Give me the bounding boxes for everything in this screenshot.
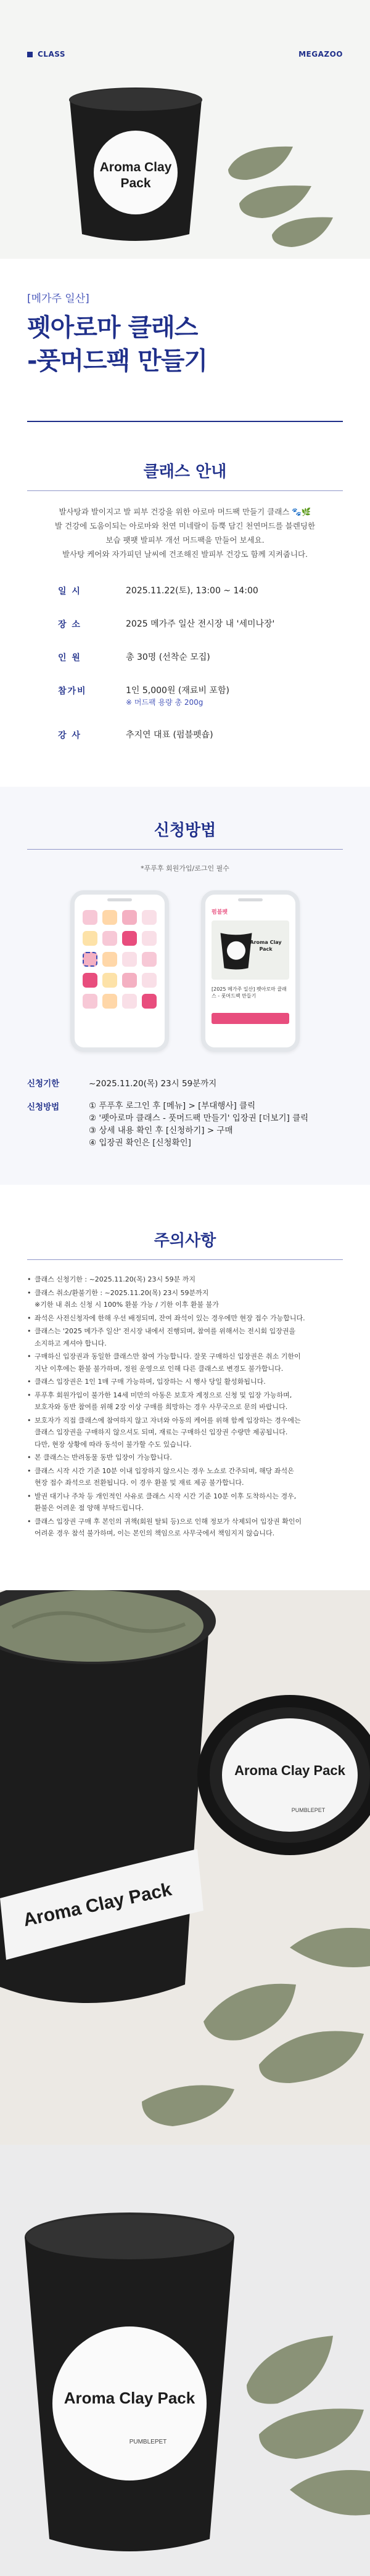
product-caption: [2025 메가주 일산] 펫아로마 클래스 - 풋머드팩 만들기 bbox=[212, 986, 287, 999]
phone-brand: 펌블펫 bbox=[212, 909, 228, 916]
notice-list bbox=[27, 1274, 343, 1540]
apply-steps bbox=[89, 1100, 308, 1149]
brand-label: MEGAZOO bbox=[298, 50, 343, 59]
info-value: 총 30명 (선착순 모집) bbox=[126, 652, 210, 662]
top-bar bbox=[27, 48, 343, 60]
menu-icon bbox=[142, 910, 157, 925]
info-row-place bbox=[58, 618, 343, 630]
more-button[interactable] bbox=[212, 1013, 289, 1024]
svg-text:Pack: Pack bbox=[120, 176, 151, 190]
section-rule bbox=[27, 490, 343, 491]
phone-notch bbox=[107, 898, 132, 901]
apply-step: ② '펫아로마 클래스 - 풋머드팩 만들기' 입장권 [더보기] 클릭 bbox=[89, 1113, 309, 1123]
notice-item: • 클래스 입장권은 1인 1매 구매 가능하며, 입장하는 시 행사 당일 활성화됩니다. bbox=[27, 1376, 343, 1388]
info-row-date bbox=[58, 585, 343, 597]
product-name: Aroma Clay Pack bbox=[250, 940, 282, 952]
menu-icon bbox=[122, 952, 137, 967]
apply-step: ④ 입장권 확인은 [신청확인] bbox=[89, 1138, 191, 1148]
product-thumbnail bbox=[212, 920, 289, 980]
info-row-fee bbox=[58, 685, 343, 708]
intro-line: 보습 팻팻 발피부 개선 머드팩을 만들어 보세요. bbox=[105, 535, 265, 545]
product-photo-closed-jar bbox=[0, 2145, 370, 2576]
apply-period-value: ~2025.11.20(목) 23시 59분까지 bbox=[89, 1079, 217, 1089]
apply-heading: 신청방법 bbox=[154, 821, 216, 840]
apply-step: ③ 상세 내용 확인 후 [신청하기] > 구매 bbox=[89, 1126, 233, 1136]
apply-method-label: 신청방법 bbox=[27, 1102, 60, 1112]
phone-screenshots bbox=[27, 890, 343, 1052]
svg-text:Aroma Clay: Aroma Clay bbox=[99, 160, 172, 174]
menu-icon bbox=[122, 931, 137, 946]
menu-icon bbox=[142, 973, 157, 988]
apply-section bbox=[0, 787, 370, 1185]
info-label: 강 사 bbox=[58, 731, 81, 741]
notice-heading: 주의사항 bbox=[154, 1232, 216, 1250]
menu-icon bbox=[83, 910, 97, 925]
menu-icon bbox=[102, 931, 117, 946]
apply-method-row bbox=[27, 1100, 343, 1149]
notice-item: • 발권 대기나 주차 등 개인적인 사유로 클래스 시작 시간 기준 10분 이후 도착하시는 경우, 환불은 어려운 점 양해 부탁드립니다. bbox=[27, 1490, 343, 1514]
apply-period-row bbox=[27, 1076, 343, 1089]
info-label: 인 원 bbox=[58, 653, 81, 663]
notice-item: • 좌석은 사전신청자에 한해 우선 배정되며, 잔여 좌석이 있는 경우에만 현장 접수 가능합니다. bbox=[27, 1312, 343, 1325]
notice-item: • 클래스 취소/환불기한 : ~2025.11.20(목) 23시 59분까지 ※기한 내 취소 신청 시 100% 환불 가능 / 기한 이후 환불 불가 bbox=[27, 1287, 343, 1311]
class-intro bbox=[27, 505, 343, 561]
notice-item: • 클래스는 '2025 메가주 일산' 전시장 내에서 진행되며, 참여를 위해서는 전시회 입장권을 소지하고 계셔야 합니다. bbox=[27, 1325, 343, 1349]
menu-icon bbox=[122, 994, 137, 1009]
apply-details bbox=[27, 1076, 343, 1149]
info-sub-note: ※ 머드팩 용량 총 200g bbox=[126, 698, 204, 707]
class-info-heading: 클래스 안내 bbox=[143, 463, 227, 481]
intro-line: 발 건강에 도움이되는 아로마와 천연 미네랄이 듬뿍 담긴 천연머드를 블렌딩한 bbox=[54, 521, 316, 530]
menu-icon bbox=[142, 952, 157, 967]
clay-jar-image bbox=[65, 86, 207, 246]
notice-section bbox=[0, 1185, 370, 1590]
apply-period-label: 신청기한 bbox=[27, 1079, 60, 1089]
notice-item: • 본 클래스는 반려동물 동반 입장이 가능합니다. bbox=[27, 1452, 343, 1464]
phone-notch bbox=[238, 898, 263, 901]
info-value: 2025.11.22(토), 13:00 ~ 14:00 bbox=[126, 586, 258, 596]
section-rule bbox=[27, 849, 343, 850]
class-info-table bbox=[58, 585, 343, 741]
open-jar-photo bbox=[0, 1590, 370, 2145]
class-info-section bbox=[0, 422, 370, 787]
menu-icon bbox=[102, 973, 117, 988]
phone-ticket-screenshot bbox=[201, 890, 300, 1052]
notice-item: • 푸푸후 회원가입이 불가한 14세 미만의 아동은 보호자 계정으로 신청 및 입장 가능하며, 보호자와 동반 참여를 위해 2장 이상 구매를 희망하는 경우 사무국으로 문의 바랍니다. bbox=[27, 1389, 343, 1413]
info-value: 1인 5,000원 (재료비 포함) bbox=[126, 686, 229, 696]
intro-line: 발사탕과 발이지고 발 피부 건강을 위한 아로마 머드팩 만들기 클래스 🐾🌿 bbox=[59, 507, 311, 516]
jar-label-text: Aroma Clay Pack bbox=[21, 1879, 174, 1930]
notice-item: • 클래스 신청기한 : ~2025.11.20(목) 23시 59분 까지 bbox=[27, 1274, 343, 1286]
menu-icon bbox=[102, 952, 117, 967]
lid-label-text: Aroma Clay Pack bbox=[234, 1762, 345, 1778]
info-value: 2025 메가주 일산 전시장 내 '세미나장' bbox=[126, 619, 275, 629]
title-section bbox=[0, 259, 370, 396]
square-icon bbox=[27, 52, 33, 57]
menu-icon-grid bbox=[75, 906, 165, 1012]
lid-brand-text: PUMBLEPET bbox=[291, 1806, 326, 1813]
jar-brand-text: PUMBLEPET bbox=[129, 2438, 167, 2445]
menu-icon bbox=[83, 994, 97, 1009]
info-label: 장 소 bbox=[58, 620, 81, 630]
apply-step: ① 푸푸후 로그인 후 [메뉴] > [부대행사] 클릭 bbox=[89, 1101, 256, 1111]
class-tag bbox=[27, 50, 65, 59]
apply-note: *푸푸후 회원가입/로그인 필수 bbox=[141, 864, 229, 872]
class-label: CLASS bbox=[38, 50, 65, 59]
jar-label-text: Aroma Clay Pack bbox=[64, 2388, 195, 2407]
notice-item: • 클래스 입장권 구매 후 본인의 귀책(회원 탈퇴 등)으로 인해 정보가 삭제되어 입장권 확인이 어려운 경우 참석 불가하며, 이는 본인의 책임으로 사무국에서 책임지지 않습니다. bbox=[27, 1516, 343, 1540]
closed-jar-photo bbox=[0, 2145, 370, 2576]
notice-item: • 보호자가 직접 클래스에 참여하지 않고 자녀와 아동의 케어를 위해 함께 입장하는 경우에는 클래스 입장권을 구매하지 않으셔도 되며, 재료는 구매하신 입장권 수량만 제공됩니다. 다만, 현장 상황에 따라 동석이 불가할 수도 있습니다. bbox=[27, 1415, 343, 1451]
product-photo-open-jar bbox=[0, 1590, 370, 2145]
menu-icon bbox=[83, 973, 97, 988]
section-rule bbox=[27, 1259, 343, 1260]
page-title: 펫아로마 클래스 -풋머드팩 만들기 bbox=[27, 314, 208, 375]
event-menu-icon bbox=[83, 952, 97, 967]
menu-icon bbox=[102, 994, 117, 1009]
menu-icon bbox=[142, 994, 157, 1009]
info-value: 추지연 대표 (펌블펫숍) bbox=[126, 730, 213, 740]
info-label: 참가비 bbox=[58, 686, 87, 696]
location-eyebrow: [메가주 일산] bbox=[27, 293, 89, 305]
notice-item: • 구매하신 입장권과 동일한 클래스만 참여 가능합니다. 잘못 구매하신 입장권은 취소 기한이 지난 이후에는 환불 불가하며, 정원 운영으로 인해 다른 클래스로 변경도 불가합니다. bbox=[27, 1351, 343, 1375]
intro-line: 발사탕 케어와 자가피던 날씨에 건조해진 발피부 건강도 함께 지켜줍니다. bbox=[62, 550, 308, 559]
menu-icon bbox=[83, 931, 97, 946]
notice-item: • 클래스 시작 시간 기준 10분 이내 입장하지 않으시는 경우 노쇼로 간주되며, 해당 좌석은 현장 접수 좌석으로 전환됩니다. 이 경우 환불 및 재료 제공 불가합니다. bbox=[27, 1465, 343, 1489]
menu-icon bbox=[122, 973, 137, 988]
menu-icon bbox=[102, 910, 117, 925]
info-label: 일 시 bbox=[58, 587, 81, 596]
menu-icon bbox=[122, 910, 137, 925]
menu-icon bbox=[142, 931, 157, 946]
hero-section bbox=[0, 0, 370, 259]
info-row-instructor bbox=[58, 729, 343, 741]
info-row-capacity bbox=[58, 651, 343, 664]
clay-drop-image bbox=[268, 213, 336, 250]
phone-menu-screenshot bbox=[70, 890, 169, 1052]
